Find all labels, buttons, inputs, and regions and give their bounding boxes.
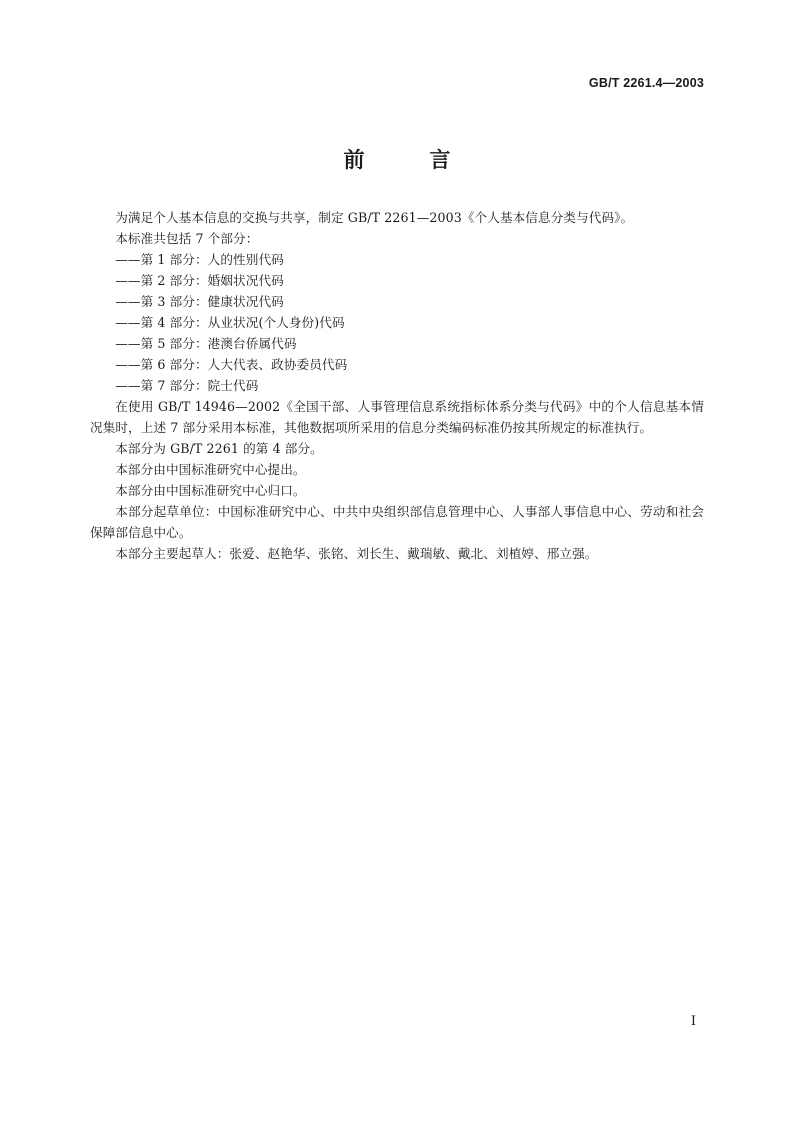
list-item-part-5: ——第 5 部分：港澳台侨属代码 bbox=[115, 336, 297, 351]
paragraph-proposed-by: 本部分由中国标准研究中心提出。 bbox=[115, 462, 306, 477]
paragraph-parts-intro: 本标准共包括 7 个部分： bbox=[115, 231, 259, 246]
list-item-part-2: ——第 2 部分：婚姻状况代码 bbox=[115, 273, 284, 288]
list-item-part-4: ——第 4 部分：从业状况(个人身份)代码 bbox=[115, 315, 345, 330]
list-item-part-1: ——第 1 部分：人的性别代码 bbox=[115, 252, 284, 267]
paragraph-part-statement: 本部分为 GB/T 2261 的第 4 部分。 bbox=[115, 441, 323, 456]
paragraph-drafting-units: 本部分起草单位：中国标准研究中心、中共中央组织部信息管理中心、人事部人事信息中心、劳动和社会保障部信息中心。 bbox=[90, 504, 704, 540]
foreword-body bbox=[90, 207, 704, 564]
paragraph-drafters: 本部分主要起草人：张爱、赵艳华、张铭、刘长生、戴瑞敏、戴北、刘植婷、邢立强。 bbox=[115, 546, 598, 561]
list-item-part-3: ——第 3 部分：健康状况代码 bbox=[115, 294, 284, 309]
paragraph-purpose: 为满足个人基本信息的交换与共享，制定 GB/T 2261—2003《个人基本信息分类与代码》。 bbox=[115, 210, 634, 225]
page-number: I bbox=[690, 1014, 696, 1029]
standard-code: GB/T 2261.4—2003 bbox=[588, 76, 704, 90]
list-item-part-6: ——第 6 部分：人大代表、政协委员代码 bbox=[115, 357, 348, 372]
paragraph-usage: 在使用 GB/T 14946—2002《全国干部、人事管理信息系统指标体系分类与代码》中的个人信息基本情况集时，上述 7 部分采用本标准，其他数据项所采用的信息分类编码标准仍按其所规定的标准执行。 bbox=[90, 399, 704, 435]
page-title: 前 言 bbox=[343, 148, 473, 172]
paragraph-managed-by: 本部分由中国标准研究中心归口。 bbox=[115, 483, 306, 498]
list-item-part-7: ——第 7 部分：院士代码 bbox=[115, 378, 259, 393]
